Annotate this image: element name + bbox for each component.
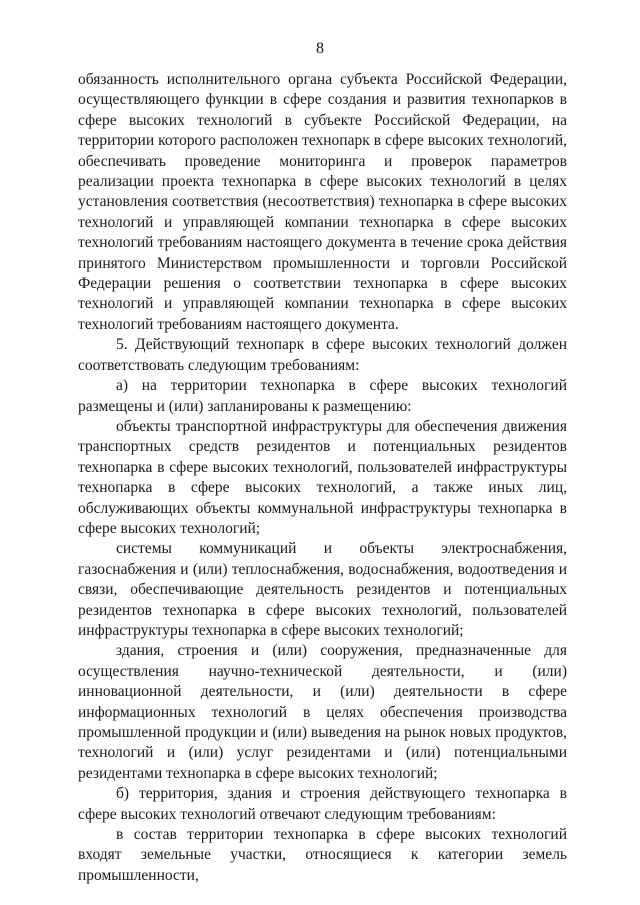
paragraph-subitem-b: б) территория, здания и строения действующего технопарка в сфере высоких технологий отвечают следующим требованиям:: [78, 785, 567, 823]
paragraph-transport-infrastructure: объекты транспортной инфраструктуры для обеспечения движения транспортных средств резидентов и потенциальных резидентов технопарка в сфере высоких технологий, пользователей инфраструктуры технопарка в сфере высоких технологий, а также иных лиц, обслуживающих объекты коммунальной инфраструктуры технопарка в сфере высоких технологий;: [78, 417, 567, 537]
paragraph-item-5: 5. Действующий технопарк в сфере высоких технологий должен соответствовать следующим требованиям:: [78, 336, 567, 374]
paragraph-buildings: здания, строения и (или) сооружения, предназначенные для осуществления научно-технической деятельности, и (или) инновационной деятельности, и (или) деятельности в сфере информационных технологий в целях обеспечения производства промышленной продукции и (или) выведения на рынок новых продуктов, технологий и (или) услуг резидентами и (или) потенциальными резидентами технопарка в сфере высоких технологий;: [78, 642, 567, 782]
paragraph-territory-land: в состав территории технопарка в сфере высоких технологий входят земельные участки, относящиеся к категории земель промышленности,: [78, 826, 567, 884]
page-number: 8: [316, 40, 324, 57]
document-body: [78, 70, 567, 886]
paragraph-utility-systems: системы коммуникаций и объекты электроснабжения, газоснабжения и (или) теплоснабжения, водоснабжения, водоотведения и связи, обеспечивающие деятельность резидентов и потенциальных резидентов технопарка в сфере высоких технологий, пользователей инфраструктуры технопарка в сфере высоких технологий;: [78, 540, 567, 639]
paragraph-subitem-a: а) на территории технопарка в сфере высоких технологий размещены и (или) запланированы к размещению:: [78, 377, 567, 415]
paragraph-continuation: обязанность исполнительного органа субъекта Российской Федерации, осуществляющего функции в сфере создания и развития технопарков в сфере высоких технологий в субъекте Российской Федерации, на территории которого расположен технопарк в сфере высоких технологий, обеспечивать проведение мониторинга и проверок параметров реализации проекта технопарка в сфере высоких технологий в целях установления соответствия (несоответствия) технопарка в сфере высоких технологий и управляющей компании технопарка в сфере высоких технологий требованиям настоящего документа в течение срока действия принятого Министерством промышленности и торговли Российской Федерации решения о соответствии технопарка в сфере высоких технологий и управляющей компании технопарка в сфере высоких технологий требованиям настоящего документа.: [78, 71, 567, 333]
